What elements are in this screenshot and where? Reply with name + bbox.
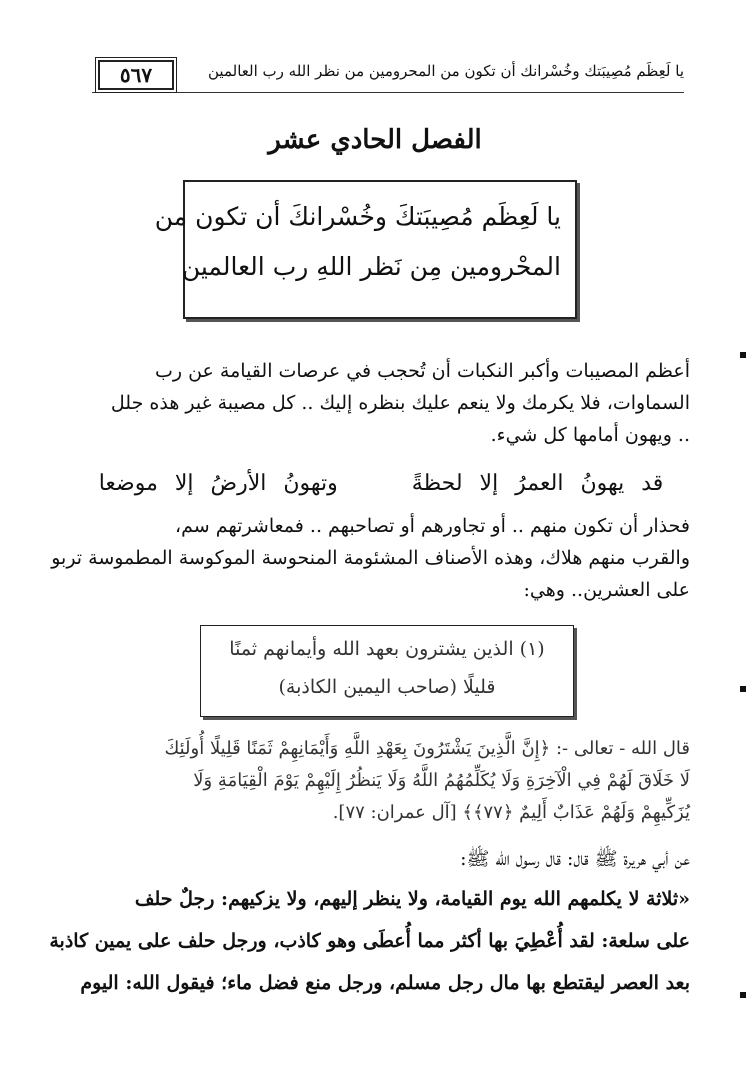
hadith-line-1: «ثلاثة لا يكلمهم الله يوم القيامة، ولا ينظر إليهم، ولا يزكيهم: رجلٌ حلف	[134, 888, 690, 910]
section-title-box	[154, 180, 577, 319]
warning-line-1: فحذار أن تكون منهم .. أو تجاورهم أو تصاحبهم .. فمعاشرتهم سم،	[175, 515, 690, 537]
hadith-line-2: على سلعة: لقد أُعْطِيَ بها أكثر مما أُعطَى وهو كاذب، ورجل حلف على يمين كاذبة	[49, 930, 690, 952]
section-title-line-2: المحْرومين مِن نَظر اللهِ رب العالمين	[181, 252, 561, 281]
intro-line-1: أعظم المصيبات وأكبر النكبات أن تُحجب في عرصات القيامة عن رب	[154, 360, 690, 382]
margin-mark	[740, 686, 746, 692]
verse-second-hemistich: وتهونُ الأرضُ إلا موضعا	[98, 471, 338, 496]
poetry-verse	[72, 471, 690, 496]
quran-line-1: قال الله - تعالى -: ﴿إِنَّ الَّذِينَ يَشْتَرُونَ بِعَهْدِ اللَّهِ وَأَيْمَانِهِمْ ثَمَنًا قَلِيلًا أُولَئِكَ	[164, 738, 690, 759]
margin-mark	[740, 352, 746, 358]
hadith-intro-line: عن أبي هريرة ﷺ قال: قال رسول الله ﷺ:	[460, 848, 690, 870]
page-header	[92, 52, 684, 93]
warning-line-2: والقرب منهم هلاك، وهذه الأصناف المشئومة المنحوسة الموكوسة المطموسة تربو	[51, 547, 690, 569]
intro-line-3: .. ويهون أمامها كل شيء.	[490, 424, 690, 446]
item-heading-line-1: (١) الذين يشترون بعهد الله وأيمانهم ثمنًا	[229, 638, 545, 660]
intro-line-2: السماوات، فلا يكرمك ولا ينعم عليك بنظره إليك .. كل مصيبة غير هذه جلل	[110, 392, 690, 414]
quran-citation	[70, 733, 690, 829]
quran-line-2: لَا خَلَاقَ لَهُمْ فِي الْآخِرَةِ وَلَا يُكَلِّمُهُمُ اللَّهُ وَلَا يَنظُرُ إِلَيْهِمْ يَوْمَ الْقِيَامَةِ وَلَا	[193, 770, 690, 791]
page-number: ٥٦٧	[98, 60, 174, 90]
margin-mark	[740, 992, 746, 998]
verse-first-hemistich: قد يهونُ العمرُ إلا لحظةً	[411, 471, 664, 496]
hadith-text	[49, 878, 690, 1004]
running-title: يا لَعِظَم مُصِيبَتك وخُسْرانك أن تكون من المحرومين من نظر الله رب العالمين	[208, 62, 684, 80]
item-heading-box	[200, 625, 574, 717]
quran-line-3: يُزَكِّيهِمْ وَلَهُمْ عَذَابٌ أَلِيمٌ ﴿٧٧﴾﴾ [آل عمران: ٧٧].	[332, 802, 690, 823]
hadith-line-3: بعد العصر ليقتطع بها مال رجل مسلم، ورجل منع فضل ماء؛ فيقول الله: اليوم	[80, 972, 690, 994]
section-title-line-1: يا لَعِظَم مُصِيبَتكَ وخُسْرانكَ أن تكون من	[154, 202, 561, 231]
hadith-intro	[72, 843, 690, 875]
item-heading-line-2: قليلًا (صاحب اليمين الكاذبة)	[278, 676, 496, 698]
warning-paragraph	[51, 510, 690, 606]
intro-paragraph	[72, 355, 690, 451]
warning-line-3: على العشرين.. وهي:	[523, 579, 690, 601]
chapter-title: الفصل الحادي عشر	[268, 125, 482, 155]
